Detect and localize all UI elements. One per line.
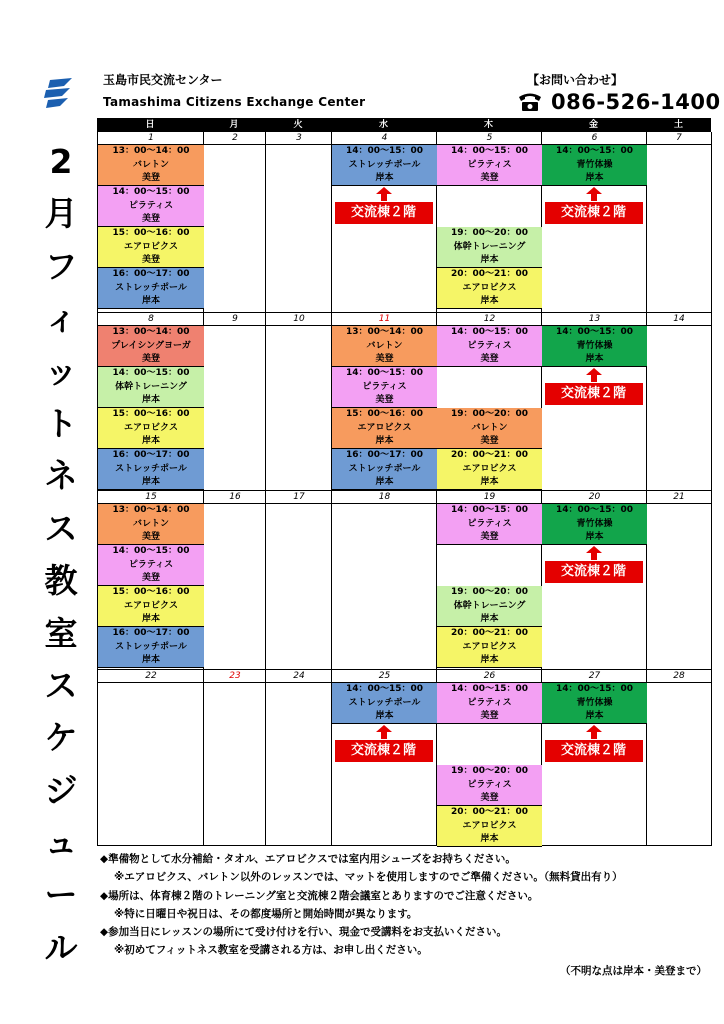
day-cell <box>203 491 266 670</box>
lesson-staff: 美登 <box>375 354 394 365</box>
lesson-staff: 美登 <box>141 532 160 543</box>
lesson-staff: 岸本 <box>480 834 499 845</box>
lesson-staff: 美登 <box>480 173 499 184</box>
day-number: 20 <box>541 491 647 504</box>
lesson-name: ストレッチポール <box>348 463 421 474</box>
lesson-time: 19：00～20：00 <box>450 587 529 597</box>
up-arrow-icon <box>376 187 392 201</box>
lesson-staff: 美登 <box>141 573 160 584</box>
lesson-name: エアロビクス <box>124 241 178 252</box>
lesson-name: 体幹トレーニング <box>453 600 526 611</box>
lesson-staff: 岸本 <box>480 655 499 666</box>
day-number: 21 <box>646 491 712 504</box>
day-number: 14 <box>646 313 712 326</box>
lesson-time: 20：00～21：00 <box>450 269 529 279</box>
weekday-header: 木 <box>436 118 541 132</box>
lesson-block[interactable] <box>437 268 542 309</box>
lesson-block[interactable] <box>437 145 542 186</box>
title-char: 室 <box>44 613 78 653</box>
day-number: 3 <box>265 132 332 145</box>
note-line: ※エアロビクス、バレトン以外のレッスンでは、マットを使用しますのでご準備ください。（無料貸出有り） <box>114 871 623 884</box>
title-char: ト <box>44 403 78 443</box>
lesson-staff: 岸本 <box>585 173 604 184</box>
lesson-block[interactable] <box>98 326 204 367</box>
day-number: 4 <box>331 132 437 145</box>
lesson-time: 14：00～15：00 <box>555 327 634 337</box>
day-cell <box>203 670 266 846</box>
lesson-block[interactable] <box>98 408 204 449</box>
lesson-block[interactable] <box>542 504 647 545</box>
day-number: 19 <box>436 491 542 504</box>
lesson-time: 20：00～21：00 <box>450 450 529 460</box>
lesson-staff: 岸本 <box>585 354 604 365</box>
up-arrow-icon <box>586 725 602 739</box>
lesson-block[interactable] <box>98 586 204 627</box>
lesson-staff: 岸本 <box>375 436 394 447</box>
lesson-block[interactable] <box>332 367 437 408</box>
lesson-block[interactable] <box>98 268 204 309</box>
title-char: ネ <box>44 456 78 496</box>
lesson-time: 15：00～16：00 <box>112 409 190 419</box>
day-number: 2 <box>203 132 266 145</box>
lesson-time: 15：00～16：00 <box>345 409 424 419</box>
lesson-name: ピラティス <box>467 697 512 708</box>
lesson-name: エアロビクス <box>357 422 412 433</box>
lesson-name: 青竹体操 <box>576 340 613 351</box>
lesson-time: 14：00～15：00 <box>450 505 529 515</box>
lesson-time: 14：00～15：00 <box>555 684 634 694</box>
lesson-block[interactable] <box>437 504 542 545</box>
lesson-block[interactable] <box>437 449 542 490</box>
lesson-staff: 岸本 <box>480 296 499 307</box>
location-badge: 交流棟２階 <box>545 383 643 405</box>
footer-note: （不明な点は岸本・美登まで） <box>560 965 707 977</box>
title-char: フ <box>44 246 78 286</box>
lesson-name: ピラティス <box>467 159 512 170</box>
lesson-staff: 美登 <box>141 255 160 266</box>
lesson-block[interactable] <box>98 449 204 490</box>
weekday-header: 土 <box>646 118 711 132</box>
day-number: 17 <box>265 491 332 504</box>
lesson-name: 体幹トレーニング <box>115 381 187 392</box>
lesson-block[interactable] <box>437 408 542 449</box>
title-char: ケ <box>44 718 78 758</box>
lesson-block[interactable] <box>98 367 204 408</box>
day-number: 27 <box>541 670 647 683</box>
lesson-time: 14：00～15：00 <box>345 684 424 694</box>
lesson-staff: 岸本 <box>375 173 394 184</box>
lesson-name: ピラティス <box>467 518 512 529</box>
lesson-time: 14：00～15：00 <box>345 146 424 156</box>
lesson-staff: 岸本 <box>141 296 160 307</box>
lesson-time: 16：00～17：00 <box>345 450 424 460</box>
lesson-staff: 岸本 <box>141 436 160 447</box>
day-number: 22 <box>97 670 204 683</box>
lesson-time: 15：00～16：00 <box>112 228 190 238</box>
day-number: 11 <box>331 313 437 326</box>
lesson-block[interactable] <box>332 326 437 367</box>
lesson-staff: 岸本 <box>585 711 604 722</box>
notes-block <box>100 850 623 960</box>
lesson-block[interactable] <box>98 227 204 268</box>
lesson-staff: 美登 <box>480 532 499 543</box>
title-char: ィ <box>44 299 78 339</box>
location-badge: 交流棟２階 <box>335 740 433 762</box>
lesson-time: 13：00～14：00 <box>112 146 190 156</box>
day-number: 6 <box>541 132 647 145</box>
lesson-staff: 美登 <box>141 214 160 225</box>
day-number: 12 <box>436 313 542 326</box>
weekday-header: 水 <box>331 118 436 132</box>
telephone-icon <box>517 91 543 113</box>
lesson-name: バレトン <box>132 518 169 529</box>
lesson-staff: 岸本 <box>480 614 499 625</box>
day-number: 26 <box>436 670 542 683</box>
lesson-time: 15：00～16：00 <box>112 587 190 597</box>
lesson-staff: 美登 <box>141 173 160 184</box>
lesson-staff: 岸本 <box>375 711 394 722</box>
lesson-name: ピラティス <box>362 381 407 392</box>
note-line: ◆場所は、体育棟２階のトレーニング室と交流棟２階会議室とありますのでご注意ください。 <box>100 889 539 902</box>
weekday-header: 日 <box>97 118 203 132</box>
lesson-name: エアロビクス <box>124 422 178 433</box>
lesson-block[interactable] <box>332 449 437 490</box>
lesson-name: 青竹体操 <box>576 697 613 708</box>
lesson-name: ピラティス <box>467 340 512 351</box>
lesson-name: ピラティス <box>467 779 512 790</box>
title-char: ッ <box>44 351 78 391</box>
day-number: 8 <box>97 313 204 326</box>
lesson-name: エアロビクス <box>462 282 517 293</box>
lesson-staff: 岸本 <box>141 477 160 488</box>
location-badge: 交流棟２階 <box>335 202 433 224</box>
day-cell <box>265 313 332 491</box>
location-badge: 交流棟２階 <box>545 740 643 762</box>
lesson-time: 13：00～14：00 <box>112 327 190 337</box>
day-number: 7 <box>646 132 712 145</box>
day-number: 23 <box>203 670 266 683</box>
location-badge: 交流棟２階 <box>545 202 643 224</box>
lesson-staff: 美登 <box>141 354 160 365</box>
lesson-staff: 岸本 <box>375 477 394 488</box>
lesson-block[interactable] <box>332 145 437 186</box>
lesson-staff: 美登 <box>480 436 499 447</box>
lesson-time: 16：00～17：00 <box>112 628 190 638</box>
day-cell <box>265 670 332 846</box>
day-number: 5 <box>436 132 542 145</box>
lesson-block[interactable] <box>332 408 437 449</box>
note-line: ◆参加当日にレッスンの場所にて受け付けを行い、現金で受講料をお支払いください。 <box>100 926 507 939</box>
day-number: 1 <box>97 132 204 145</box>
lesson-staff: 岸本 <box>141 395 160 406</box>
title-char: ュ <box>44 823 78 863</box>
lesson-name: 青竹体操 <box>576 518 613 529</box>
day-cell <box>203 132 266 313</box>
day-cell <box>331 491 437 670</box>
day-number: 15 <box>97 491 204 504</box>
note-line: ※初めてフィットネス教室を受講される方は、お申し出ください。 <box>114 944 428 957</box>
day-cell <box>265 491 332 670</box>
lesson-time: 13：00～14：00 <box>345 327 424 337</box>
lesson-block[interactable] <box>98 504 204 545</box>
title-char: 月 <box>44 194 78 234</box>
lesson-time: 19：00～20：00 <box>450 766 529 776</box>
lesson-name: ストレッチポール <box>115 463 187 474</box>
location-badge: 交流棟２階 <box>545 561 643 583</box>
lesson-staff: 岸本 <box>480 255 499 266</box>
lesson-name: バレトン <box>471 422 508 433</box>
lesson-staff: 岸本 <box>585 532 604 543</box>
lesson-block[interactable] <box>332 683 437 724</box>
lesson-block[interactable] <box>437 765 542 806</box>
title-char: ル <box>44 927 78 967</box>
title-char: ー <box>44 875 78 915</box>
day-cell <box>97 670 204 846</box>
lesson-name: バレトン <box>366 340 403 351</box>
lesson-time: 20：00～21：00 <box>450 628 529 638</box>
weekday-header: 月 <box>203 118 265 132</box>
lesson-time: 14：00～15：00 <box>112 546 190 556</box>
lesson-name: エアロビクス <box>462 463 517 474</box>
lesson-time: 14：00～15：00 <box>112 368 190 378</box>
lesson-block[interactable] <box>98 627 204 668</box>
lesson-staff: 美登 <box>480 711 499 722</box>
lesson-time: 14：00～15：00 <box>345 368 424 378</box>
note-line: ※特に日曜日や祝日は、その都度場所と開始時間が異なります。 <box>114 907 418 920</box>
lesson-name: 青竹体操 <box>576 159 613 170</box>
lesson-time: 19：00～20：00 <box>450 228 529 238</box>
day-cell <box>646 491 712 670</box>
lesson-name: エアロビクス <box>462 820 517 831</box>
day-number: 25 <box>331 670 437 683</box>
lesson-block[interactable] <box>437 586 542 627</box>
lesson-block[interactable] <box>437 326 542 367</box>
lesson-block[interactable] <box>437 806 542 847</box>
title-char: 2 <box>49 142 73 181</box>
weekday-header: 火 <box>265 118 331 132</box>
title-char: ス <box>44 508 78 548</box>
title-char: 教 <box>44 561 78 601</box>
lesson-staff: 美登 <box>375 395 394 406</box>
lesson-block[interactable] <box>98 545 204 586</box>
up-arrow-icon <box>586 187 602 201</box>
lesson-name: バレトン <box>132 159 169 170</box>
title-char: ジ <box>44 770 78 810</box>
lesson-name: ピラティス <box>128 559 174 570</box>
center-logo-icon <box>42 76 78 112</box>
lesson-name: ストレッチポール <box>348 159 421 170</box>
lesson-time: 20：00～21：00 <box>450 807 529 817</box>
lesson-staff: 美登 <box>480 793 499 804</box>
contact-label: 【お問い合わせ】 <box>527 73 624 87</box>
lesson-time: 13：00～14：00 <box>112 505 190 515</box>
day-number: 16 <box>203 491 266 504</box>
phone-block <box>517 90 721 114</box>
lesson-name: ストレッチポール <box>115 282 187 293</box>
lesson-block[interactable] <box>98 186 204 227</box>
phone-number[interactable]: 086-526-1400 <box>551 90 721 114</box>
vertical-title <box>36 142 86 983</box>
lesson-block[interactable] <box>542 326 647 367</box>
lesson-staff: 岸本 <box>480 477 499 488</box>
day-number: 18 <box>331 491 437 504</box>
lesson-time: 19：00～20：00 <box>450 409 529 419</box>
weekday-header: 金 <box>541 118 646 132</box>
day-cell <box>646 670 712 846</box>
up-arrow-icon <box>586 546 602 560</box>
lesson-time: 14：00～15：00 <box>112 187 190 197</box>
lesson-block[interactable] <box>542 145 647 186</box>
lesson-time: 14：00～15：00 <box>450 684 529 694</box>
lesson-name: 体幹トレーニング <box>453 241 526 252</box>
lesson-name: プレイシングヨーガ <box>111 340 191 351</box>
day-number: 28 <box>646 670 712 683</box>
lesson-name: エアロビクス <box>462 641 517 652</box>
lesson-name: エアロビクス <box>124 600 178 611</box>
day-number: 9 <box>203 313 266 326</box>
org-name-jp: 玉島市民交流センター <box>103 73 223 87</box>
lesson-time: 14：00～15：00 <box>555 505 634 515</box>
day-cell <box>265 132 332 313</box>
org-name-en: Tamashima Citizens Exchange Center <box>103 95 366 109</box>
lesson-block[interactable] <box>437 683 542 724</box>
lesson-staff: 岸本 <box>141 614 160 625</box>
lesson-block[interactable] <box>437 627 542 668</box>
lesson-block[interactable] <box>542 683 647 724</box>
up-arrow-icon <box>586 368 602 382</box>
lesson-name: ピラティス <box>128 200 174 211</box>
lesson-staff: 岸本 <box>141 655 160 666</box>
lesson-time: 14：00～15：00 <box>450 327 529 337</box>
lesson-time: 16：00～17：00 <box>112 269 190 279</box>
lesson-name: ストレッチポール <box>348 697 421 708</box>
up-arrow-icon <box>376 725 392 739</box>
lesson-block[interactable] <box>437 227 542 268</box>
calendar-grid <box>97 118 711 846</box>
lesson-block[interactable] <box>98 145 204 186</box>
lesson-time: 16：00～17：00 <box>112 450 190 460</box>
lesson-name: ストレッチポール <box>115 641 187 652</box>
day-cell <box>646 132 712 313</box>
title-char: ス <box>44 665 78 705</box>
day-number: 13 <box>541 313 647 326</box>
day-number: 10 <box>265 313 332 326</box>
note-line: ◆準備物として水分補給・タオル、エアロビクスでは室内用シューズをお持ちください。 <box>100 853 516 865</box>
lesson-staff: 美登 <box>480 354 499 365</box>
lesson-time: 14：00～15：00 <box>450 146 529 156</box>
lesson-time: 14：00～15：00 <box>555 146 634 156</box>
day-cell <box>203 313 266 491</box>
day-number: 24 <box>265 670 332 683</box>
day-cell <box>646 313 712 491</box>
